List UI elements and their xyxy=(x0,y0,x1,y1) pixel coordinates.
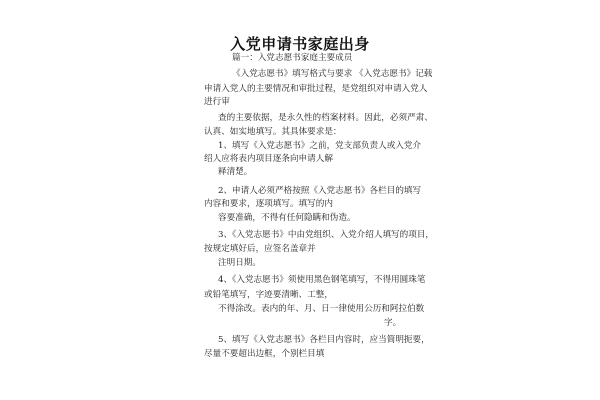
paragraph-line: 容要准确，不得有任何隐瞒和伪造。 xyxy=(218,213,356,223)
paragraph-line: 内容和要求，逐项填写。填写的内 xyxy=(204,199,333,209)
paragraph-line: 《入党志愿书》填写格式与要求 《入党志愿书》记载 xyxy=(232,69,433,79)
paragraph-line: 篇一：入党志愿书家庭主要成员 xyxy=(232,53,353,63)
document-title: 入党申请书家庭出身 xyxy=(230,35,370,53)
paragraph-line: 尽量不要超出边框，个别栏目填 xyxy=(204,349,325,359)
paragraph-line: 或铅笔填写，字迹要清晰、工整， xyxy=(204,290,333,300)
paragraph-line: 进行审 xyxy=(204,97,230,107)
paragraph-line: 认真、如实地填写。其具体要求是： xyxy=(204,127,342,137)
paragraph-line: 字。 xyxy=(384,318,402,328)
paragraph-line: 注明日期。 xyxy=(218,258,261,268)
paragraph-line: 绍人应将表内项目逐条向申请人解 xyxy=(204,154,333,164)
paragraph-line: 按规定填好后，应签名盖章并 xyxy=(204,244,316,254)
paragraph-line: 查的主要依据，是永久性的档案材料。因此，必须严肃、 xyxy=(218,113,433,123)
paragraph-line: 4、《入党志愿书》须使用黑色钢笔填写，不得用圆珠笔 xyxy=(218,275,426,285)
paragraph-line: 2、申请人必须严格按照《入党志愿书》各栏目的填写 xyxy=(218,186,422,196)
paragraph-line: 1、填写《入党志愿书》之前，党支部负责人或入党介 xyxy=(218,141,422,151)
paragraph-line: 释清楚。 xyxy=(218,167,253,177)
paragraph-line: 5、填写《入党志愿书》各栏目内容时，应当简明扼要， xyxy=(218,335,430,345)
paragraph-line: 申请入党人的主要情况和审批过程，是党组织对申请入党人 xyxy=(204,84,428,94)
paragraph-line: 不得涂改。表内的年、月、日一律使用公历和阿拉伯数 xyxy=(218,304,425,314)
paragraph-line: 3、《入党志愿书》中由党组织、入党介绍人填写的项目， xyxy=(218,230,435,240)
